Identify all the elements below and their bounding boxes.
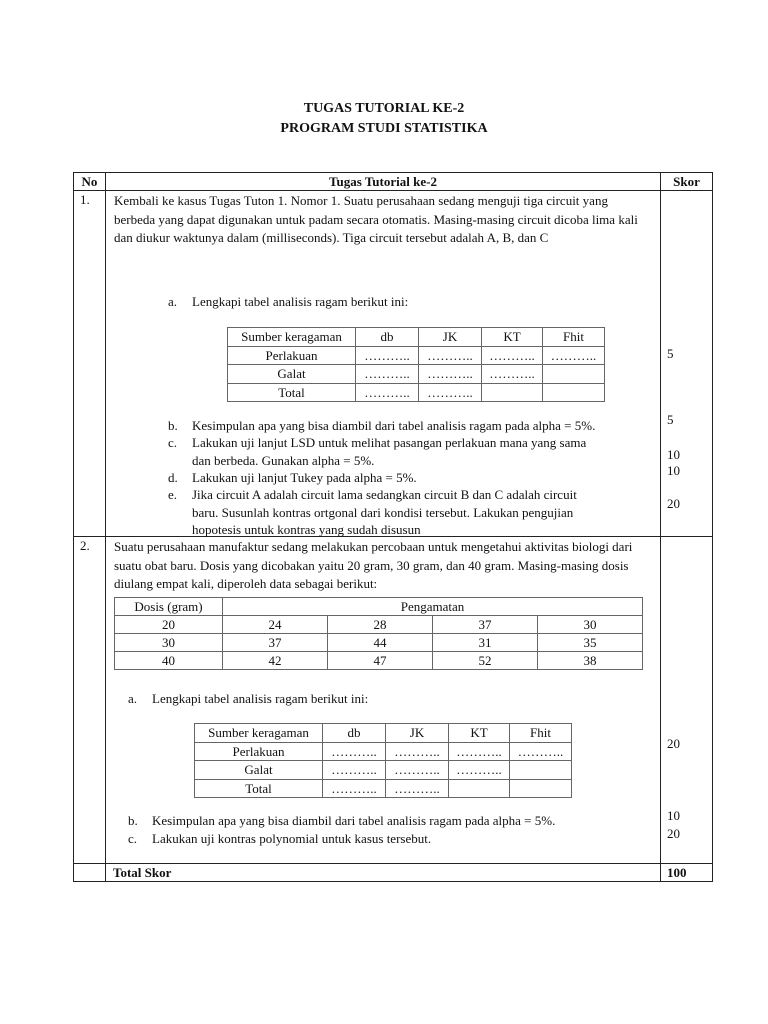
anova-row xyxy=(228,346,605,365)
anova-blank-cell: ……….. xyxy=(323,779,386,798)
item-text-line: Lengkapi tabel analisis ragam berikut ini: xyxy=(192,294,409,309)
anova-blank-cell xyxy=(510,761,572,780)
item-marker: a. xyxy=(128,691,138,706)
observation-cell: 52 xyxy=(433,652,538,670)
anova-header-cell: JK xyxy=(419,328,482,347)
item-marker: c. xyxy=(168,435,178,450)
anova-source-cell: Galat xyxy=(195,761,323,780)
total-no-cell xyxy=(74,864,106,882)
observation-cell: 24 xyxy=(223,616,328,634)
q1-score-c: 10 xyxy=(667,447,680,462)
item-marker: e. xyxy=(168,487,178,502)
anova-blank-cell: ……….. xyxy=(543,346,605,365)
total-label: Total Skor xyxy=(106,864,661,882)
anova-row xyxy=(195,742,572,761)
dose-row xyxy=(115,634,643,652)
anova-blank-cell: ……….. xyxy=(323,742,386,761)
question-1-content xyxy=(106,191,661,537)
question-2-number: 2. xyxy=(74,537,106,864)
document-title: TUGAS TUTORIAL KE-2 xyxy=(303,101,465,116)
anova-header-cell: KT xyxy=(449,724,510,743)
q1-score-e: 20 xyxy=(667,496,680,511)
anova-blank-cell: ……….. xyxy=(386,779,449,798)
anova-header-cell: Fhit xyxy=(543,328,605,347)
dose-value-cell: 20 xyxy=(115,616,223,634)
anova-blank-cell: ……….. xyxy=(419,383,482,402)
observation-cell: 37 xyxy=(433,616,538,634)
anova-blank-cell: ……….. xyxy=(482,365,543,384)
anova-source-cell: Perlakuan xyxy=(195,742,323,761)
question-2-content xyxy=(106,537,661,864)
item-marker: b. xyxy=(168,418,178,433)
anova-header-cell: JK xyxy=(386,724,449,743)
item-text-line: hopotesis untuk kontras yang sudah disusun xyxy=(192,522,421,537)
question-1-number: 1. xyxy=(74,191,106,537)
anova-source-cell: Perlakuan xyxy=(228,346,356,365)
q2-anova-table xyxy=(194,723,572,798)
q2-score-a: 20 xyxy=(667,736,680,751)
observation-cell: 28 xyxy=(328,616,433,634)
observation-cell: 44 xyxy=(328,634,433,652)
header-row xyxy=(74,173,713,191)
question-1-text: Kembali ke kasus Tugas Tuton 1. Nomor 1. Suatu perusahaan sedang menguji tiga circuit yang berbeda yang dapat digunakan untuk padam secara otomatis. Masing-masing circuit dicoba lima kali dan diukur waktunya dalam (milliseconds). Tiga circuit tersebut adalah A, B, dan C xyxy=(114,193,638,245)
anova-blank-cell: ……….. xyxy=(356,383,419,402)
observation-header-cell: Pengamatan xyxy=(223,598,643,616)
q2-score-c: 20 xyxy=(667,826,680,841)
program-title: PROGRAM STUDI STATISTIKA xyxy=(280,121,488,136)
anova-header-cell: KT xyxy=(482,328,543,347)
anova-blank-cell: ……….. xyxy=(386,761,449,780)
observation-cell: 31 xyxy=(433,634,538,652)
anova-header-cell: Sumber keragaman xyxy=(228,328,356,347)
item-marker: b. xyxy=(128,813,138,828)
observation-cell: 30 xyxy=(538,616,643,634)
dose-header-row xyxy=(115,598,643,616)
question-2-row xyxy=(74,537,713,864)
anova-row xyxy=(228,365,605,384)
item-text-line: Kesimpulan apa yang bisa diambil dari tabel analisis ragam pada alpha = 5%. xyxy=(192,418,596,433)
anova-source-cell: Total xyxy=(195,779,323,798)
item-text-line: Kesimpulan apa yang bisa diambil dari tabel analisis ragam pada alpha = 5%. xyxy=(152,813,556,828)
anova-source-cell: Total xyxy=(228,383,356,402)
header-score: Skor xyxy=(661,173,713,191)
q1-score-d: 10 xyxy=(667,463,680,478)
anova-blank-cell xyxy=(482,383,543,402)
item-text-line: baru. Susunlah kontras ortgonal dari kondisi tersebut. Lakukan pengujian xyxy=(192,504,574,520)
dose-row xyxy=(115,616,643,634)
item-text-line: Lakukan uji kontras polynomial untuk kasus tersebut. xyxy=(152,831,432,846)
observation-cell: 42 xyxy=(223,652,328,670)
header-no: No xyxy=(74,173,106,191)
question-1-row xyxy=(74,191,713,537)
anova-blank-cell: ……….. xyxy=(510,742,572,761)
dose-value-cell: 30 xyxy=(115,634,223,652)
anova-header-cell: db xyxy=(356,328,419,347)
q1-score-b: 5 xyxy=(667,412,674,427)
anova-row xyxy=(195,761,572,780)
question-2-scores xyxy=(661,537,713,864)
anova-blank-cell: ……….. xyxy=(482,346,543,365)
anova-row xyxy=(228,383,605,402)
item-marker: c. xyxy=(128,831,138,846)
q1-score-a: 5 xyxy=(667,346,674,361)
anova-blank-cell: ……….. xyxy=(419,365,482,384)
task-table xyxy=(73,172,713,882)
anova-blank-cell: ……….. xyxy=(419,346,482,365)
observation-cell: 35 xyxy=(538,634,643,652)
question-1-scores xyxy=(661,191,713,537)
dose-row xyxy=(115,652,643,670)
item-text-line: dan berbeda. Gunakan alpha = 5%. xyxy=(192,452,375,468)
anova-blank-cell xyxy=(449,779,510,798)
anova-blank-cell: ……….. xyxy=(449,761,510,780)
dose-observation-table xyxy=(114,597,643,670)
anova-blank-cell xyxy=(543,383,605,402)
observation-cell: 37 xyxy=(223,634,328,652)
anova-header-row xyxy=(195,724,572,743)
anova-header-row xyxy=(228,328,605,347)
q1-anova-table xyxy=(227,327,605,402)
anova-blank-cell: ……….. xyxy=(449,742,510,761)
anova-blank-cell: ……….. xyxy=(323,761,386,780)
item-marker: d. xyxy=(168,470,178,485)
item-text-line: Jika circuit A adalah circuit lama sedangkan circuit B dan C adalah circuit xyxy=(192,487,577,502)
header-task: Tugas Tutorial ke-2 xyxy=(106,173,661,191)
item-text-line: Lakukan uji lanjut LSD untuk melihat pasangan perlakuan mana yang sama xyxy=(192,435,587,450)
total-row xyxy=(74,864,713,882)
anova-header-cell: Fhit xyxy=(510,724,572,743)
item-marker: a. xyxy=(168,294,178,309)
question-2-text: Suatu perusahaan manufaktur sedang melakukan percobaan untuk mengetahui aktivitas biologi dari suatu obat baru. Dosis yang dicobakan yaitu 20 gram, 30 gram, dan 40 gram. Masing-masing dosis diulang empat kali, diperoleh data sebagai berikut: xyxy=(114,539,633,591)
anova-row xyxy=(195,779,572,798)
anova-blank-cell xyxy=(543,365,605,384)
total-value: 100 xyxy=(661,864,713,882)
item-text-line: Lakukan uji lanjut Tukey pada alpha = 5%. xyxy=(192,470,417,485)
anova-blank-cell: ……….. xyxy=(356,365,419,384)
anova-source-cell: Galat xyxy=(228,365,356,384)
observation-cell: 47 xyxy=(328,652,433,670)
anova-blank-cell xyxy=(510,779,572,798)
anova-header-cell: Sumber keragaman xyxy=(195,724,323,743)
anova-blank-cell: ……….. xyxy=(356,346,419,365)
anova-header-cell: db xyxy=(323,724,386,743)
anova-blank-cell: ……….. xyxy=(386,742,449,761)
observation-cell: 38 xyxy=(538,652,643,670)
q2-score-b: 10 xyxy=(667,808,680,823)
dose-header-cell: Dosis (gram) xyxy=(115,598,223,616)
dose-value-cell: 40 xyxy=(115,652,223,670)
item-text-line: Lengkapi tabel analisis ragam berikut ini: xyxy=(152,691,369,706)
